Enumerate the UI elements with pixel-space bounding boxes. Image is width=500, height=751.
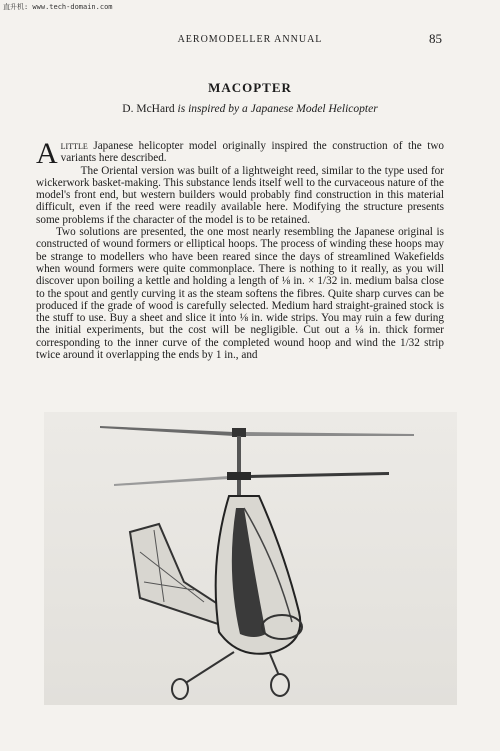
paragraph-2: The Oriental version was built of a lightweight reed, similar to the type used for wickerwork basket-making. This substance lends itself well to the curvaceous nature of the model's front end, but western builders would probably find construction in this material difficult, even if the reed were readily available here. Modifying the structure presents some problems if the character of the model is to be retained.	[36, 164, 444, 226]
byline-text: is inspired by a Japanese Model Helicopter	[177, 103, 378, 115]
helicopter-model-photo	[44, 412, 457, 705]
first-word: little	[60, 140, 88, 152]
article-title: MACOPTER	[208, 80, 292, 95]
paragraph-3: Two solutions are presented, the one most nearly resembling the Japanese original is constructed of wound formers or elliptical hoops. The process of winding these hoops may be strange to modellers who have been reared since the days of streamlined Wakefields when wound formers were quite commonplace. There is nothing to it really, as you will discover upon boiling a kettle and holding a length of ⅛ in. × 1/32 in. medium balsa close to the spout and gently curving it as the steam softens the fibres. Quite sharp curves can be produced if the grade of wood is carefully selected. Medium hard straight-grained stock is the stuff to use. Buy a sheet and slice it into ⅛ in. wide strips. You may ruin a few during the initial experiments, but the cost will be negligible. Cut out a ⅛ in. thick former corresponding to the inner curve of the completed wound hoop and wind the 1/32 strip twice around it overlapping the ends by 1 in., and	[36, 226, 444, 362]
paragraph-1-text: Japanese helicopter model originally inspired the construction of the two variants here described.	[60, 140, 445, 165]
byline	[0, 103, 500, 115]
running-head: AEROMODELLER ANNUAL	[177, 34, 323, 45]
rotor-mast	[237, 436, 241, 496]
page-number: 85	[429, 31, 442, 46]
paragraph-1	[36, 137, 445, 170]
watermark: 直升机: www.tech-domain.com	[3, 3, 113, 11]
drop-cap: A	[36, 137, 58, 170]
article-body	[36, 137, 445, 362]
byline-author: D. McHard	[122, 103, 175, 115]
